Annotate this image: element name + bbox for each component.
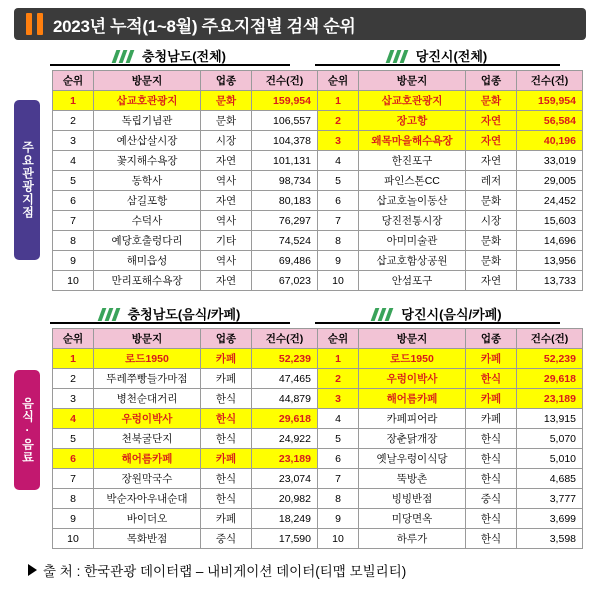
cell-count: 3,598 <box>517 529 583 549</box>
cell-type: 기타 <box>201 231 252 251</box>
side-label-food-drink <box>14 370 40 490</box>
cell-count: 56,584 <box>517 111 583 131</box>
table-row <box>318 489 583 509</box>
table-row <box>53 349 318 369</box>
table-row <box>318 211 583 231</box>
column-header: 건수(건) <box>517 329 583 349</box>
column-header: 방문지 <box>359 329 466 349</box>
cell-rank: 7 <box>318 211 359 231</box>
cell-count: 29,618 <box>517 369 583 389</box>
cell-place: 목화반점 <box>94 529 201 549</box>
section-underline-1 <box>50 64 290 66</box>
cell-place: 우렁이박사 <box>359 369 466 389</box>
table-row <box>318 529 583 549</box>
cell-count: 80,183 <box>252 191 318 211</box>
cell-rank: 1 <box>53 91 94 111</box>
cell-type: 카페 <box>201 349 252 369</box>
cell-type: 카페 <box>201 369 252 389</box>
cell-type: 한식 <box>466 449 517 469</box>
table-row <box>318 449 583 469</box>
table-row <box>53 409 318 429</box>
table-row <box>318 369 583 389</box>
page-title: 2023년 누적(1~8월) 주요지점별 검색 순위 <box>53 16 356 36</box>
cell-rank: 9 <box>53 509 94 529</box>
cell-type: 문화 <box>466 91 517 111</box>
cell-place: 파인스톤CC <box>359 171 466 191</box>
cell-place: 안섬포구 <box>359 271 466 291</box>
cell-type: 카페 <box>201 449 252 469</box>
side-label-tourist-spots <box>14 100 40 260</box>
cell-rank: 6 <box>53 191 94 211</box>
cell-place: 장고항 <box>359 111 466 131</box>
cell-count: 4,685 <box>517 469 583 489</box>
table-header-row <box>318 329 583 349</box>
column-header: 건수(건) <box>517 71 583 91</box>
column-header: 방문지 <box>94 329 201 349</box>
cell-type: 자연 <box>466 151 517 171</box>
section-heading-dangjin-food <box>315 304 560 323</box>
cell-rank: 3 <box>53 131 94 151</box>
table-row <box>53 509 318 529</box>
cell-type: 한식 <box>466 529 517 549</box>
cell-rank: 9 <box>53 251 94 271</box>
table-row <box>53 191 318 211</box>
title-accent-bar-2-icon <box>37 13 43 35</box>
cell-count: 3,699 <box>517 509 583 529</box>
table-row <box>53 91 318 111</box>
cell-place: 독립기념관 <box>94 111 201 131</box>
cell-count: 104,378 <box>252 131 318 151</box>
cell-type: 한식 <box>466 509 517 529</box>
section-underline-3 <box>50 322 290 324</box>
column-header: 업종 <box>201 329 252 349</box>
table-header-row <box>318 71 583 91</box>
table-row <box>318 171 583 191</box>
cell-count: 52,239 <box>517 349 583 369</box>
cell-rank: 10 <box>53 271 94 291</box>
cell-type: 시장 <box>201 131 252 151</box>
cell-type: 자연 <box>466 271 517 291</box>
green-slashes-icon <box>114 50 136 62</box>
cell-rank: 10 <box>53 529 94 549</box>
table-row <box>318 509 583 529</box>
column-header: 순위 <box>318 71 359 91</box>
table-row <box>318 231 583 251</box>
cell-type: 한식 <box>466 469 517 489</box>
green-slashes-icon <box>388 50 410 62</box>
table-chungnam-all <box>52 70 318 291</box>
table-row <box>53 111 318 131</box>
table-row <box>318 251 583 271</box>
table-row <box>53 429 318 449</box>
cell-type: 자연 <box>466 131 517 151</box>
table-row <box>53 151 318 171</box>
cell-count: 13,956 <box>517 251 583 271</box>
cell-rank: 5 <box>318 171 359 191</box>
table-row <box>53 449 318 469</box>
cell-rank: 9 <box>318 251 359 271</box>
section-heading-dangjin-all-text: 당진시(전체) <box>415 49 488 64</box>
cell-rank: 10 <box>318 271 359 291</box>
table-row <box>318 151 583 171</box>
table-row <box>53 231 318 251</box>
cell-place: 하루가 <box>359 529 466 549</box>
cell-type: 카페 <box>201 509 252 529</box>
cell-rank: 4 <box>318 409 359 429</box>
cell-place: 예산삽살시장 <box>94 131 201 151</box>
cell-place: 천북굴단지 <box>94 429 201 449</box>
cell-place: 옛날우렁이식당 <box>359 449 466 469</box>
cell-type: 문화 <box>466 191 517 211</box>
cell-rank: 4 <box>318 151 359 171</box>
title-accent-bar-icon <box>26 13 32 35</box>
cell-count: 24,452 <box>517 191 583 211</box>
table-row <box>53 251 318 271</box>
side-label-tourist-spots-text: 주요관광지점 <box>20 141 35 219</box>
column-header: 업종 <box>466 329 517 349</box>
cell-place: 장춘닭개장 <box>359 429 466 449</box>
cell-place: 예당호출렁다리 <box>94 231 201 251</box>
section-heading-chungnam-food-text: 충청남도(음식/카페) <box>127 307 241 322</box>
cell-place: 왜목마을해수욕장 <box>359 131 466 151</box>
cell-count: 5,010 <box>517 449 583 469</box>
section-heading-dangjin-all <box>315 46 560 65</box>
cell-type: 역사 <box>201 251 252 271</box>
cell-rank: 3 <box>318 389 359 409</box>
table-row <box>318 131 583 151</box>
cell-type: 자연 <box>201 151 252 171</box>
column-header: 순위 <box>53 329 94 349</box>
table-row <box>53 369 318 389</box>
cell-place: 병천순대거리 <box>94 389 201 409</box>
cell-type: 레저 <box>466 171 517 191</box>
cell-rank: 4 <box>53 409 94 429</box>
cell-rank: 3 <box>53 389 94 409</box>
column-header: 순위 <box>318 329 359 349</box>
cell-count: 106,557 <box>252 111 318 131</box>
cell-place: 아미미술관 <box>359 231 466 251</box>
source-note-text: 출 처 : 한국관광 데이터랩 – 내비게이션 데이터(티맵 모빌리티) <box>43 564 407 579</box>
cell-place: 당진전통시장 <box>359 211 466 231</box>
cell-type: 한식 <box>466 369 517 389</box>
table-dangjin-all <box>317 70 583 291</box>
section-heading-dangjin-food-text: 당진시(음식/카페) <box>401 307 502 322</box>
cell-rank: 6 <box>318 191 359 211</box>
cell-rank: 2 <box>318 111 359 131</box>
section-underline-4 <box>315 322 560 324</box>
cell-type: 한식 <box>201 469 252 489</box>
cell-place: 우렁이박사 <box>94 409 201 429</box>
cell-count: 76,297 <box>252 211 318 231</box>
table-row <box>53 489 318 509</box>
column-header: 업종 <box>466 71 517 91</box>
section-underline-2 <box>315 64 560 66</box>
table-row <box>318 191 583 211</box>
cell-place: 수덕사 <box>94 211 201 231</box>
cell-place: 삼길포항 <box>94 191 201 211</box>
cell-type: 한식 <box>201 429 252 449</box>
cell-place: 박순자아우내순대 <box>94 489 201 509</box>
table-row <box>53 469 318 489</box>
cell-rank: 1 <box>318 91 359 111</box>
cell-type: 역사 <box>201 211 252 231</box>
cell-type: 카페 <box>466 389 517 409</box>
cell-type: 중식 <box>201 529 252 549</box>
cell-count: 5,070 <box>517 429 583 449</box>
table-row <box>318 349 583 369</box>
cell-type: 한식 <box>201 389 252 409</box>
cell-type: 중식 <box>466 489 517 509</box>
cell-count: 24,922 <box>252 429 318 449</box>
cell-type: 한식 <box>466 429 517 449</box>
cell-place: 로드1950 <box>359 349 466 369</box>
cell-place: 뚜레쭈빵들가마점 <box>94 369 201 389</box>
cell-place: 해어름카페 <box>94 449 201 469</box>
table-chungnam-food <box>52 328 318 549</box>
cell-type: 문화 <box>466 231 517 251</box>
cell-type: 시장 <box>466 211 517 231</box>
page-title-bar <box>14 8 586 40</box>
table-row <box>53 529 318 549</box>
cell-rank: 6 <box>53 449 94 469</box>
cell-count: 44,879 <box>252 389 318 409</box>
table-dangjin-food <box>317 328 583 549</box>
cell-type: 자연 <box>466 111 517 131</box>
table-row <box>53 171 318 191</box>
table-row <box>318 469 583 489</box>
table-row <box>318 429 583 449</box>
cell-rank: 3 <box>318 131 359 151</box>
cell-rank: 8 <box>318 489 359 509</box>
cell-count: 159,954 <box>252 91 318 111</box>
cell-rank: 5 <box>53 171 94 191</box>
triangle-bullet-icon <box>28 564 37 576</box>
cell-count: 67,023 <box>252 271 318 291</box>
cell-rank: 1 <box>53 349 94 369</box>
green-slashes-icon <box>100 308 122 320</box>
cell-count: 40,196 <box>517 131 583 151</box>
cell-place: 뚝방촌 <box>359 469 466 489</box>
column-header: 순위 <box>53 71 94 91</box>
cell-type: 한식 <box>201 409 252 429</box>
cell-place: 한진포구 <box>359 151 466 171</box>
cell-place: 동학사 <box>94 171 201 191</box>
cell-type: 문화 <box>201 91 252 111</box>
cell-rank: 7 <box>53 211 94 231</box>
cell-place: 로드1950 <box>94 349 201 369</box>
cell-rank: 2 <box>318 369 359 389</box>
cell-place: 삽교호함상공원 <box>359 251 466 271</box>
cell-count: 23,189 <box>252 449 318 469</box>
section-heading-chungnam-food <box>50 304 290 323</box>
cell-count: 52,239 <box>252 349 318 369</box>
cell-type: 역사 <box>201 171 252 191</box>
cell-count: 29,618 <box>252 409 318 429</box>
cell-count: 17,590 <box>252 529 318 549</box>
cell-place: 빙빙반점 <box>359 489 466 509</box>
table-row <box>318 111 583 131</box>
cell-type: 한식 <box>201 489 252 509</box>
cell-rank: 2 <box>53 369 94 389</box>
cell-count: 29,005 <box>517 171 583 191</box>
cell-count: 159,954 <box>517 91 583 111</box>
column-header: 방문지 <box>359 71 466 91</box>
cell-rank: 8 <box>53 231 94 251</box>
table-header-row <box>53 329 318 349</box>
source-note <box>28 560 406 580</box>
section-heading-chungnam-all-text: 충청남도(전체) <box>141 49 226 64</box>
cell-rank: 5 <box>53 429 94 449</box>
cell-count: 69,486 <box>252 251 318 271</box>
cell-rank: 10 <box>318 529 359 549</box>
table-header-row <box>53 71 318 91</box>
cell-count: 23,189 <box>517 389 583 409</box>
green-slashes-icon <box>373 308 395 320</box>
cell-place: 해미읍성 <box>94 251 201 271</box>
cell-count: 13,915 <box>517 409 583 429</box>
cell-place: 바이더오 <box>94 509 201 529</box>
cell-rank: 1 <box>318 349 359 369</box>
table-row <box>318 271 583 291</box>
cell-rank: 7 <box>318 469 359 489</box>
section-heading-chungnam-all <box>50 46 290 65</box>
cell-count: 23,074 <box>252 469 318 489</box>
cell-type: 자연 <box>201 191 252 211</box>
cell-rank: 5 <box>318 429 359 449</box>
cell-count: 20,982 <box>252 489 318 509</box>
cell-place: 카페피어라 <box>359 409 466 429</box>
table-row <box>318 409 583 429</box>
cell-count: 98,734 <box>252 171 318 191</box>
table-row <box>53 131 318 151</box>
cell-place: 미당면옥 <box>359 509 466 529</box>
cell-count: 14,696 <box>517 231 583 251</box>
cell-type: 문화 <box>466 251 517 271</box>
cell-type: 카페 <box>466 349 517 369</box>
cell-count: 33,019 <box>517 151 583 171</box>
table-row <box>318 91 583 111</box>
cell-type: 문화 <box>201 111 252 131</box>
cell-rank: 2 <box>53 111 94 131</box>
cell-count: 101,131 <box>252 151 318 171</box>
cell-type: 자연 <box>201 271 252 291</box>
cell-rank: 6 <box>318 449 359 469</box>
cell-count: 18,249 <box>252 509 318 529</box>
cell-place: 삽교호관광지 <box>94 91 201 111</box>
cell-count: 15,603 <box>517 211 583 231</box>
cell-place: 꽃지해수욕장 <box>94 151 201 171</box>
column-header: 업종 <box>201 71 252 91</box>
cell-rank: 8 <box>53 489 94 509</box>
cell-rank: 7 <box>53 469 94 489</box>
table-row <box>318 389 583 409</box>
cell-count: 13,733 <box>517 271 583 291</box>
table-row <box>53 211 318 231</box>
cell-place: 해어름카페 <box>359 389 466 409</box>
table-row <box>53 271 318 291</box>
table-row <box>53 389 318 409</box>
cell-place: 만리포해수욕장 <box>94 271 201 291</box>
side-label-food-drink-text: 음식·음료 <box>20 396 35 464</box>
column-header: 방문지 <box>94 71 201 91</box>
cell-rank: 8 <box>318 231 359 251</box>
column-header: 건수(건) <box>252 71 318 91</box>
cell-place: 삽교호놀이동산 <box>359 191 466 211</box>
column-header: 건수(건) <box>252 329 318 349</box>
cell-place: 삽교호관광지 <box>359 91 466 111</box>
cell-type: 카페 <box>466 409 517 429</box>
cell-count: 47,465 <box>252 369 318 389</box>
cell-place: 장원막국수 <box>94 469 201 489</box>
cell-rank: 9 <box>318 509 359 529</box>
cell-count: 74,524 <box>252 231 318 251</box>
cell-rank: 4 <box>53 151 94 171</box>
cell-count: 3,777 <box>517 489 583 509</box>
